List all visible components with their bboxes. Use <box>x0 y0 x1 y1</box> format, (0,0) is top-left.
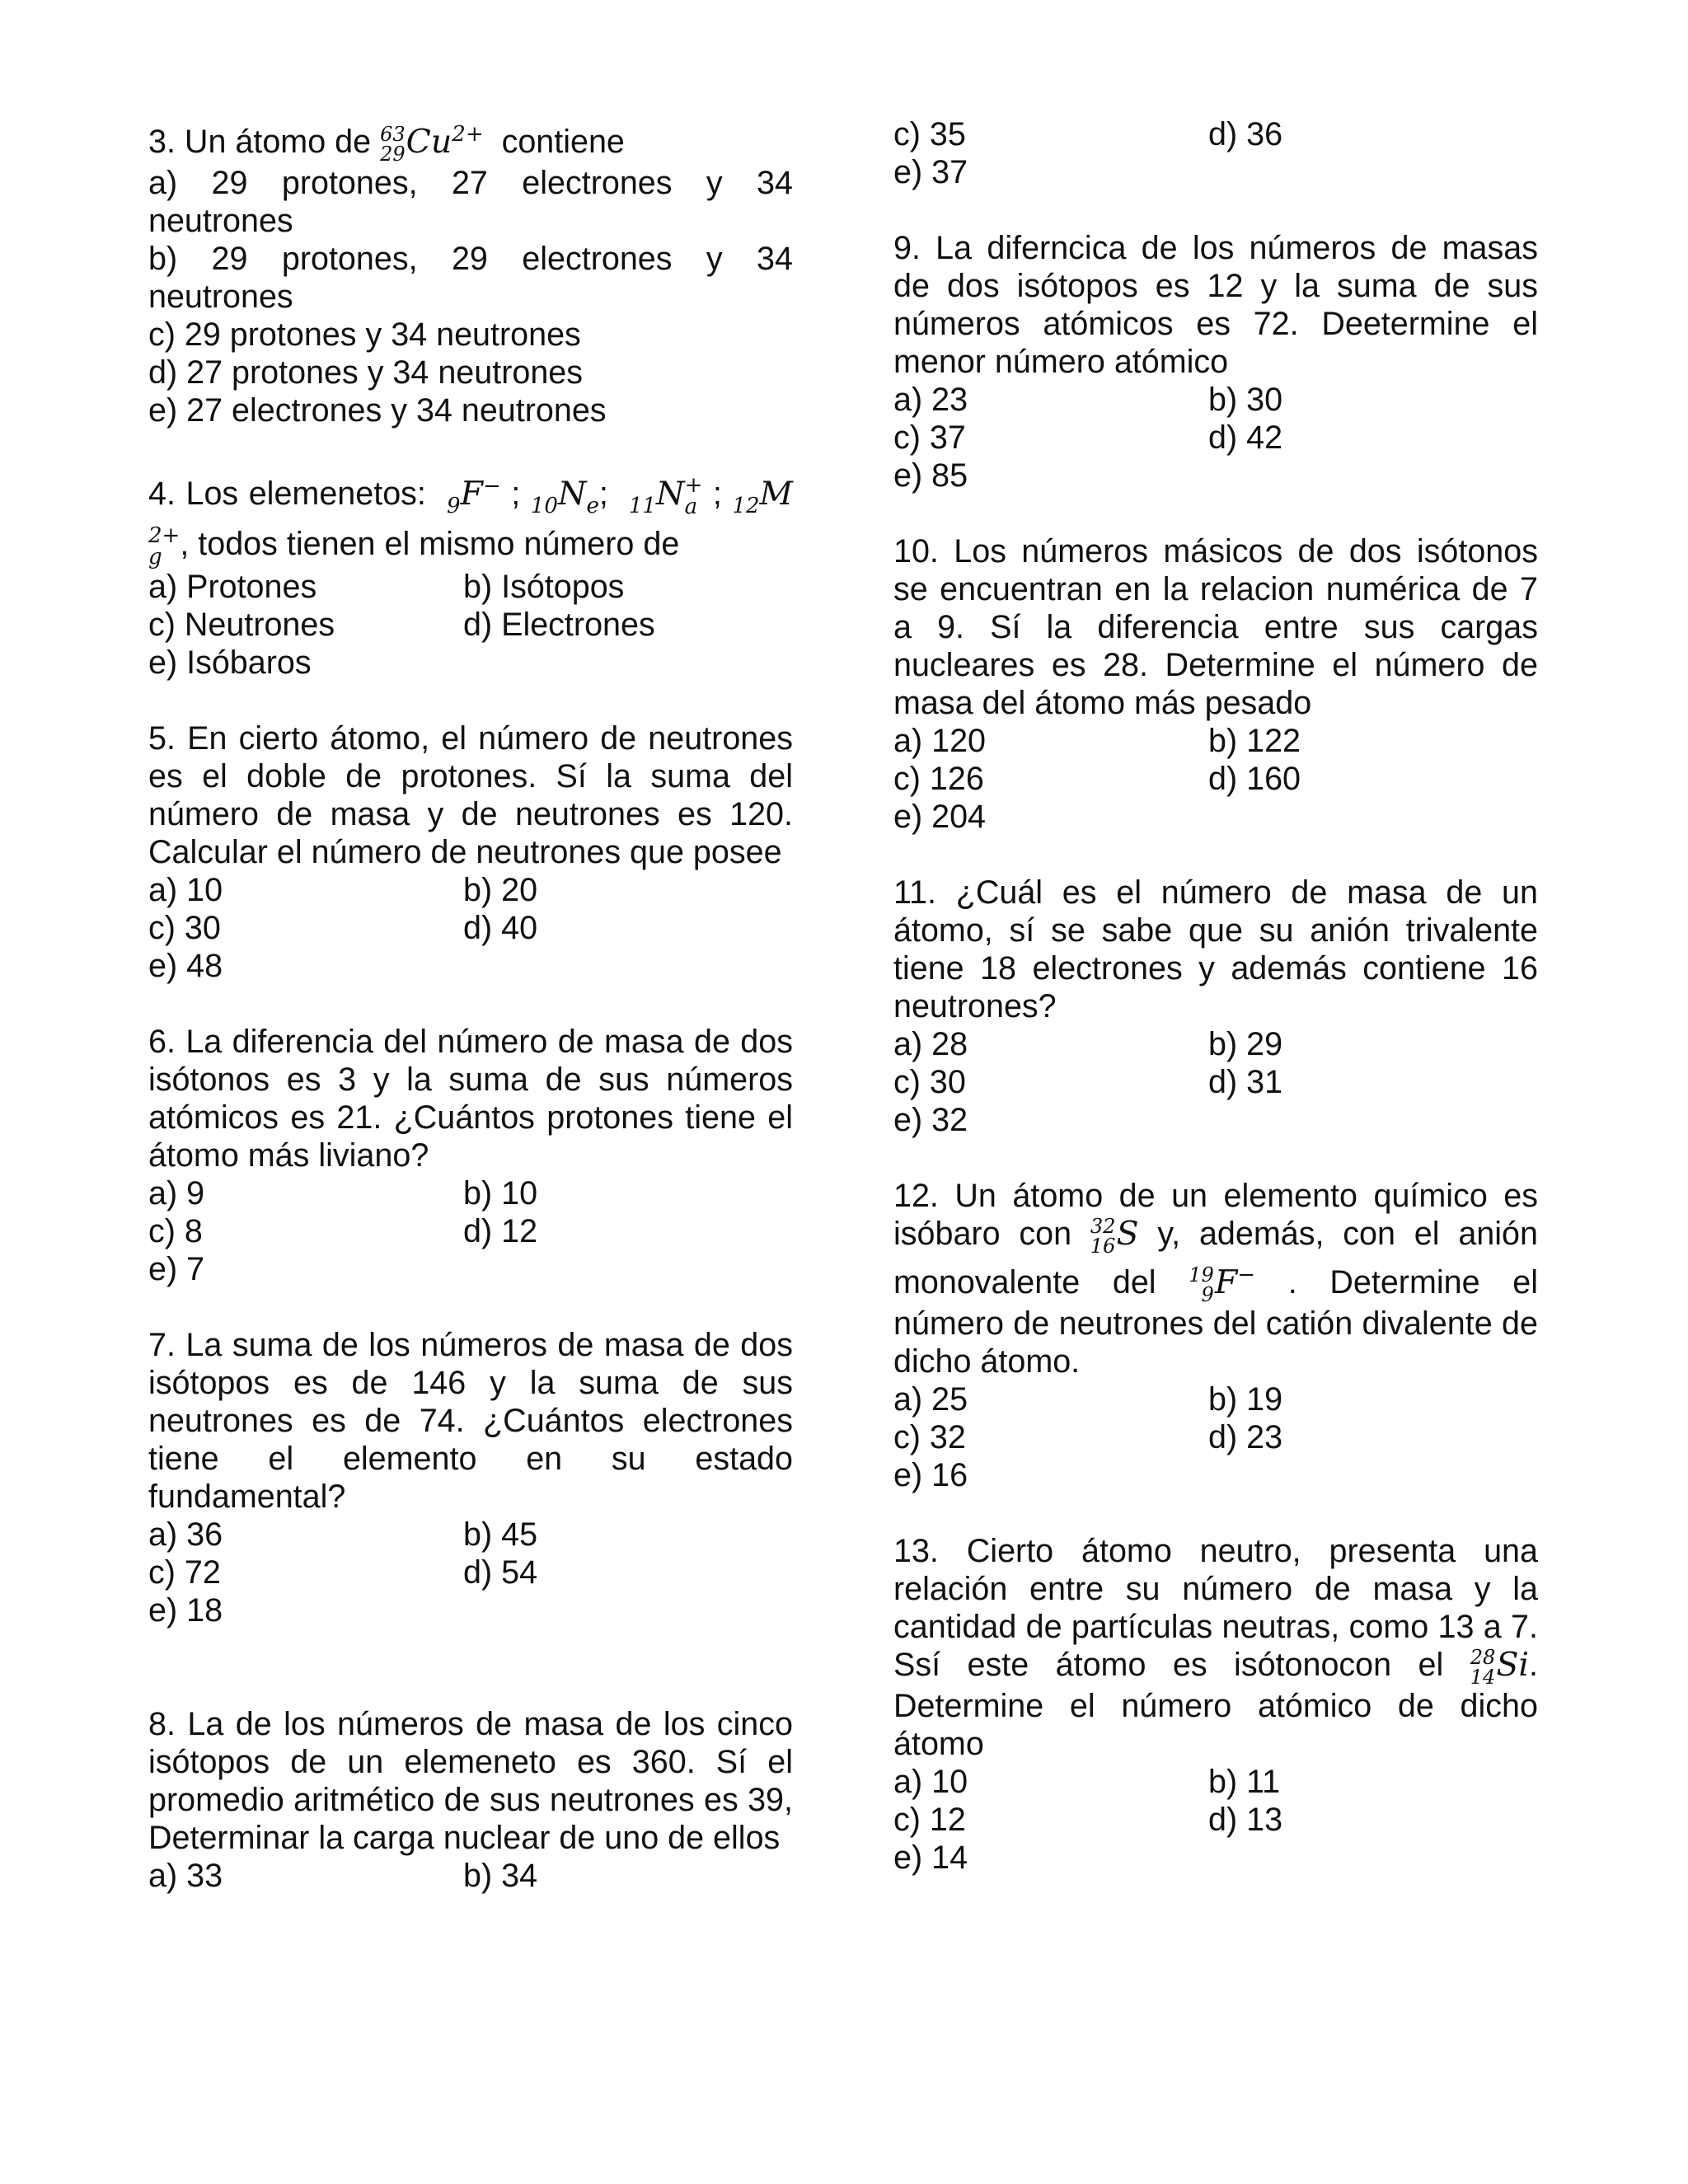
question-8-options-ab <box>148 1857 793 1895</box>
option-c: c) 37 <box>893 419 966 456</box>
magnesium-ion-notation: $_{12}$M 2+ g <box>148 475 793 569</box>
option-d: d) 40 <box>463 910 538 946</box>
question-12-options <box>893 1380 1538 1494</box>
option-a: a) 10 <box>893 1764 968 1800</box>
left-column <box>148 115 793 1933</box>
question-7 <box>148 1326 793 1629</box>
question-10 <box>893 532 1538 836</box>
option-e: e) 18 <box>148 1592 223 1629</box>
option-d: d) 54 <box>463 1554 538 1591</box>
question-6 <box>148 1023 793 1288</box>
silicon-notation: 28 14 Si <box>1470 1646 1530 1689</box>
option-e: e) 85 <box>893 457 968 494</box>
option-e: e) 16 <box>893 1457 968 1493</box>
question-4-options <box>148 568 793 682</box>
question-8-options-cde <box>893 115 1538 191</box>
option-d: d) 27 protones y 34 neutrones <box>148 354 584 391</box>
option-d: d) 13 <box>1208 1802 1283 1838</box>
question-9-stem: 9. La diferncica de los números de masas de dos isótopos es 12 y la suma de sus números atómicos es 72. Deetermine el menor número atómico <box>893 230 1538 380</box>
question-8 <box>148 1705 793 1895</box>
copper-ion-notation: 63 29 $Cu^{2+}$ <box>380 122 484 166</box>
option-b: b) 11 <box>1208 1764 1281 1800</box>
option-b: b) 10 <box>463 1175 538 1212</box>
option-b: b) Isótopos <box>463 569 625 605</box>
option-b: b) 20 <box>463 872 538 908</box>
option-d: d) Electrones <box>463 607 655 643</box>
question-5-options <box>148 871 793 985</box>
option-e: e) 37 <box>893 154 968 190</box>
question-9 <box>893 229 1538 494</box>
option-c: c) Neutrones <box>148 607 335 643</box>
option-a: a) 25 <box>893 1381 968 1418</box>
option-a: a) 29 protones, 27 electrones y 34 neutrones <box>148 165 793 239</box>
question-8-stem: 8. La de los números de masa de los cinco isótopos de un elemeneto es 360. Sí el promedio aritmético de sus neutrones es 39, Determinar la carga nuclear de uno de ellos <box>148 1706 793 1856</box>
option-c: c) 29 protones y 34 neutrones <box>148 316 581 353</box>
right-column <box>893 115 1538 1915</box>
option-e: e) 204 <box>893 799 987 835</box>
option-b: b) 29 <box>1208 1026 1283 1062</box>
option-e: e) 32 <box>893 1102 968 1138</box>
option-a: a) 120 <box>893 723 987 759</box>
option-e: e) 27 electrones y 34 neutrones <box>148 392 607 429</box>
question-9-options <box>893 381 1538 494</box>
fluoride-ion-notation: 19 9 F− <box>1189 1263 1256 1306</box>
question-5 <box>148 719 793 985</box>
question-3-stem: 3. Un átomo de 63 29 $Cu^{2+}$ contiene <box>148 122 625 166</box>
question-3 <box>148 115 793 429</box>
option-b: b) 30 <box>1208 382 1283 418</box>
option-b: b) 29 protones, 29 electrones y 34 neutrones <box>148 241 793 315</box>
option-a: a) 9 <box>148 1175 205 1212</box>
question-12 <box>893 1177 1538 1494</box>
question-10-stem: 10. Los números másicos de dos isótonos se encuentran en la relacion numérica de 7 a 9. Sí la diferencia entre sus cargas nucleares es 28. Determine el número de masa del átomo más pesado <box>893 533 1538 721</box>
option-c: c) 30 <box>148 910 221 946</box>
question-4 <box>148 467 793 682</box>
sulfur-notation: 32 16 S <box>1090 1215 1139 1258</box>
neon-notation: $_{10}N_e$ <box>530 475 599 518</box>
option-a: a) 28 <box>893 1026 968 1062</box>
option-a: a) 23 <box>893 382 968 418</box>
option-a: a) Protones <box>148 569 317 605</box>
question-10-options <box>893 722 1538 836</box>
question-6-stem: 6. La diferencia del número de masa de dos isótonos es 3 y la suma de sus números atómicos es 21. ¿Cuántos protones tiene el átomo más liviano? <box>148 1024 793 1174</box>
question-5-stem: 5. En cierto átomo, el número de neutrones es el doble de protones. Sí la suma del número de masa y de neutrones es 120. Calcular el número de neutrones que posee <box>148 720 793 870</box>
option-b: b) 122 <box>1208 723 1301 759</box>
option-b: b) 45 <box>463 1516 538 1553</box>
question-13-stem: 13. Cierto átomo neutro, presenta una relación entre su número de masa y la cantidad de partículas neutras, como 13 a 7. Ssí este átomo es isótonocon el 28 14 Si. Determine el número atómico de dicho átomo <box>893 1533 1539 1762</box>
question-12-stem: 12. Un átomo de un elemento químico es isóbaro con 32 16 S y, además, con el anión monovalente del 19 9 F− . Determine el número de neutrones del catión divalente de dicho átomo. <box>893 1178 1538 1380</box>
option-e: e) 48 <box>148 948 223 984</box>
question-13-options <box>893 1763 1538 1877</box>
question-7-stem: 7. La suma de los números de masa de dos isótopos es de 146 y la suma de sus neutrones es de 74. ¿Cuántos electrones tiene el elemento en su estado fundamental? <box>148 1327 793 1515</box>
option-b: b) 34 <box>463 1858 538 1894</box>
question-8-continued <box>893 115 1538 191</box>
option-d: d) 42 <box>1208 419 1283 456</box>
option-c: c) 126 <box>893 761 984 797</box>
question-11-options <box>893 1025 1538 1139</box>
question-11 <box>893 874 1538 1139</box>
option-b: b) 19 <box>1208 1381 1283 1418</box>
option-a: a) 10 <box>148 872 223 908</box>
option-d: d) 31 <box>1208 1064 1283 1100</box>
option-a: a) 36 <box>148 1516 223 1553</box>
option-d: d) 36 <box>1208 116 1283 152</box>
option-e: e) 7 <box>148 1251 205 1287</box>
question-7-options <box>148 1516 793 1629</box>
sodium-ion-notation: $_{11}$N + a <box>628 473 703 519</box>
question-6-options <box>148 1174 793 1288</box>
option-c: c) 12 <box>893 1802 966 1838</box>
option-c: c) 8 <box>148 1213 203 1249</box>
option-d: d) 12 <box>463 1213 538 1249</box>
option-c: c) 72 <box>148 1554 221 1591</box>
option-c: c) 30 <box>893 1064 966 1100</box>
option-d: d) 160 <box>1208 761 1301 797</box>
option-c: c) 35 <box>893 116 966 152</box>
question-11-stem: 11. ¿Cuál es el número de masa de un átomo, sí se sabe que su anión trivalente tiene 18 electrones y además contiene 16 neutrones? <box>893 874 1538 1024</box>
option-d: d) 23 <box>1208 1419 1283 1455</box>
option-a: a) 33 <box>148 1858 223 1894</box>
question-13 <box>893 1532 1538 1877</box>
option-e: e) Isóbaros <box>148 644 312 681</box>
question-4-stem: 4. Los elemenetos: $_9$F− ; $_{10}N_e$; $_{11}$N + a ; $_{12}$M 2+ g , todos tienen el mismo número de <box>148 473 793 569</box>
fluoride-notation: $_9$F− <box>447 474 501 518</box>
option-e: e) 14 <box>893 1840 968 1876</box>
option-c: c) 32 <box>893 1419 966 1455</box>
